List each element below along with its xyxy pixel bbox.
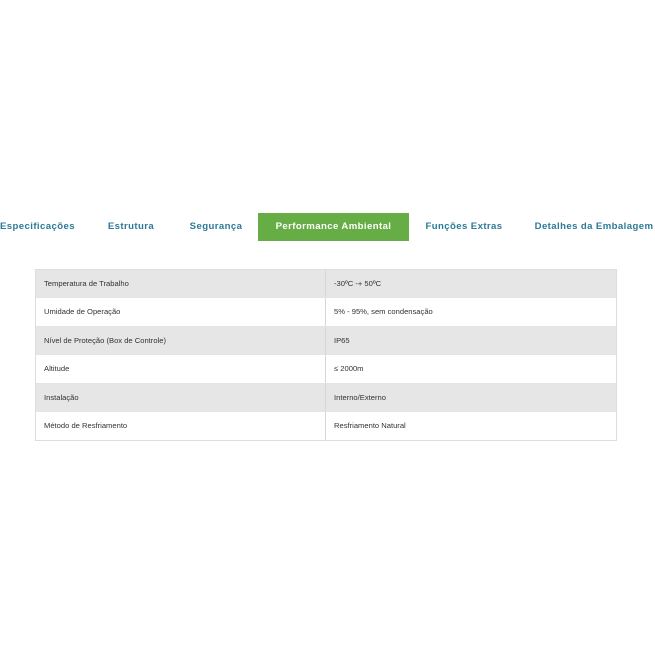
table-row: [36, 270, 616, 298]
tab-bar: [0, 213, 655, 241]
row-value: Resfriamento Natural: [334, 420, 406, 430]
table-row: [36, 298, 616, 326]
row-label: Temperatura de Trabalho: [36, 270, 326, 297]
table-row: [36, 384, 616, 412]
tab-funcoes-extras[interactable]: Funções Extras: [425, 221, 503, 232]
row-label: Instalação: [36, 384, 326, 411]
row-label: Método de Resfriamento: [36, 412, 326, 440]
table-row: [36, 327, 616, 355]
row-value: Interno/Externo: [334, 392, 386, 402]
tab-estrutura[interactable]: Estrutura: [107, 221, 155, 232]
row-value: ≤ 2000m: [334, 364, 364, 374]
row-label: Umidade de Operação: [36, 298, 326, 325]
row-value: 5% - 95%, sem condensação: [334, 307, 433, 317]
tab-performance-ambiental[interactable]: Performance Ambiental: [258, 213, 409, 241]
row-label: Altitude: [36, 355, 326, 382]
specs-table: [35, 269, 617, 441]
row-value: IP65: [334, 335, 350, 345]
table-row: [36, 412, 616, 440]
tab-detalhes-da-embalagem[interactable]: Detalhes da Embalagem: [534, 221, 654, 232]
row-label: Nível de Proteção (Box de Controle): [36, 327, 326, 354]
row-value: -30ºC -+ 50ºC: [334, 279, 382, 288]
tab-seguranca[interactable]: Segurança: [189, 221, 243, 232]
table-row: [36, 355, 616, 383]
tab-especificacoes[interactable]: Especificações: [0, 221, 75, 232]
